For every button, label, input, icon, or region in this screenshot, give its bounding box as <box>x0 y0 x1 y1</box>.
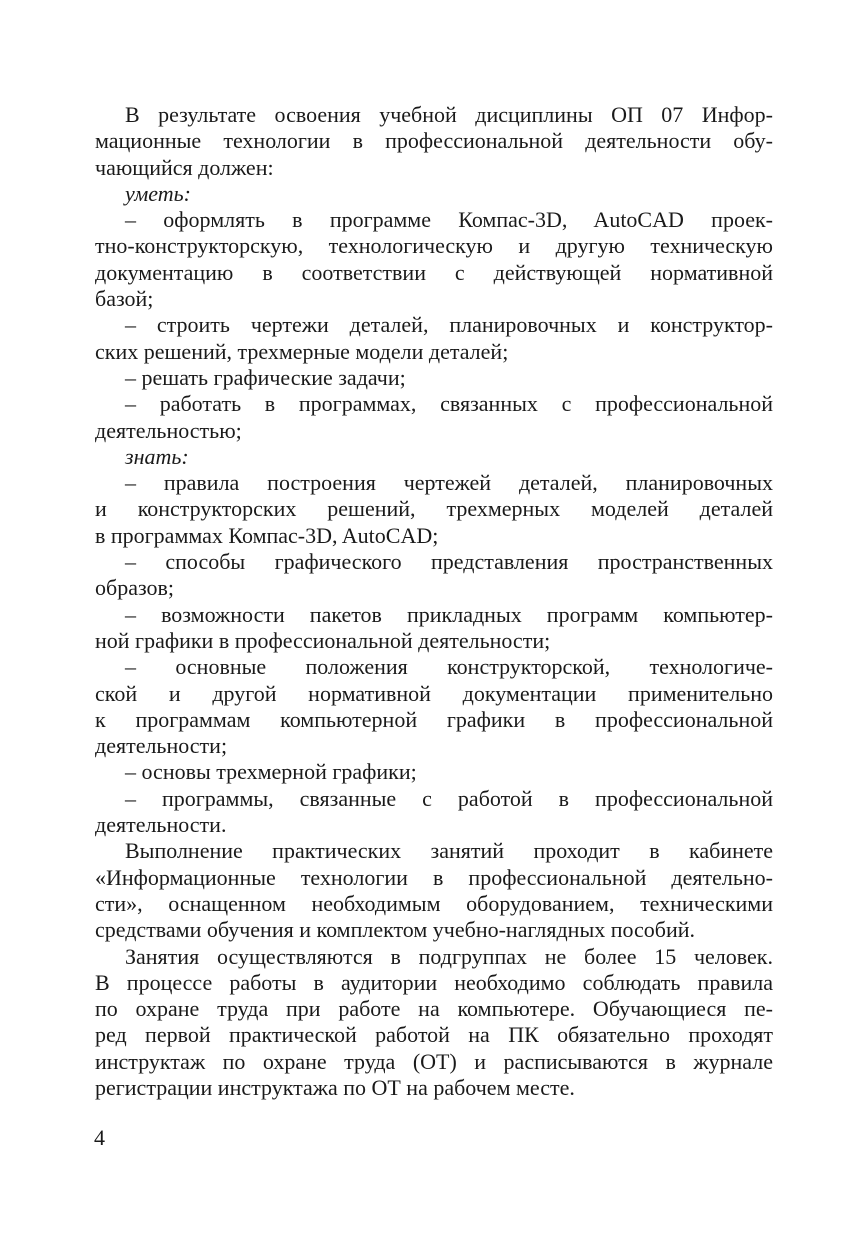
paragraph <box>95 470 773 549</box>
section-heading <box>95 181 773 207</box>
text-line: базой; <box>95 286 154 312</box>
text-line: мационные технологии в профессиональной деятельности обу- <box>95 128 773 154</box>
text-line: деятельности. <box>95 812 227 838</box>
text-line: по охране труда при работе на компьютере. Обучающиеся пе- <box>95 996 773 1022</box>
section-heading <box>95 444 773 470</box>
body-text <box>95 102 773 1101</box>
text-line: – основы трехмерной графики; <box>125 759 417 785</box>
text-line: В результате освоения учебной дисциплины ОП 07 Инфор- <box>125 102 773 127</box>
text-line: тно-конструкторскую, технологическую и другую техническую <box>95 233 773 259</box>
text-line: ред первой практической работой на ПК обязательно проходят <box>95 1022 773 1048</box>
text-line: – программы, связанные с работой в профессиональной <box>125 785 773 811</box>
text-line: средствами обучения и комплектом учебно-наглядных пособий. <box>95 917 696 943</box>
text-line: уметь: <box>125 180 191 206</box>
text-line: – основные положения конструкторской, технологиче- <box>125 654 773 680</box>
text-line: ской и другой нормативной документации применительно <box>95 680 773 706</box>
text-line: документацию в соответствии с действующей нормативной <box>95 259 773 285</box>
paragraph <box>95 312 773 365</box>
text-line: образов; <box>95 575 175 601</box>
text-line: – правила построения чертежей деталей, планировочных <box>125 470 773 496</box>
text-line: – возможности пакетов прикладных программ компьютер- <box>125 601 773 627</box>
text-line: чающийся должен: <box>95 154 274 180</box>
text-line: деятельностью; <box>95 417 242 443</box>
text-line: – строить чертежи деталей, планировочных и конструктор- <box>125 312 773 338</box>
text-line: – работать в программах, связанных с профессиональной <box>125 391 773 417</box>
text-line: регистрации инструктажа по ОТ на рабочем месте. <box>95 1074 575 1100</box>
paragraph <box>95 944 773 1102</box>
paragraph <box>95 102 773 181</box>
text-line: и конструкторских решений, трехмерных моделей деталей <box>95 496 773 522</box>
text-line: инструктаж по охране труда (ОТ) и расписываются в журнале <box>95 1048 773 1074</box>
paragraph <box>95 654 773 759</box>
text-line: к программам компьютерной графики в профессиональной <box>95 706 773 732</box>
text-line: В процессе работы в аудитории необходимо соблюдать правила <box>95 969 773 995</box>
text-line: – решать графические задачи; <box>125 364 406 390</box>
text-line: «Информационные технологии в профессиональной деятельно- <box>95 864 773 890</box>
paragraph <box>95 786 773 839</box>
text-line: – способы графического представления пространственных <box>125 549 773 575</box>
text-line: деятельности; <box>95 733 228 759</box>
text-line: ских решений, трехмерные модели деталей; <box>95 338 509 364</box>
text-line: в программах Компас-3D, AutoCAD; <box>95 522 439 548</box>
paragraph <box>95 838 773 943</box>
text-line: Занятия осуществляются в подгруппах не более 15 человек. <box>125 943 773 969</box>
paragraph <box>95 549 773 602</box>
text-line: сти», оснащенном необходимым оборудованием, техническими <box>95 890 773 916</box>
paragraph <box>95 207 773 312</box>
text-line: Выполнение практических занятий проходит в кабинете <box>125 838 773 864</box>
text-line: ной графики в профессиональной деятельности; <box>95 627 551 653</box>
paragraph <box>95 391 773 444</box>
paragraph <box>95 759 773 785</box>
text-line: знать: <box>125 443 189 469</box>
page-number: 4 <box>94 1125 105 1150</box>
paragraph <box>95 365 773 391</box>
paragraph <box>95 602 773 655</box>
text-line: – оформлять в программе Компас-3D, AutoCAD проек- <box>125 207 773 233</box>
